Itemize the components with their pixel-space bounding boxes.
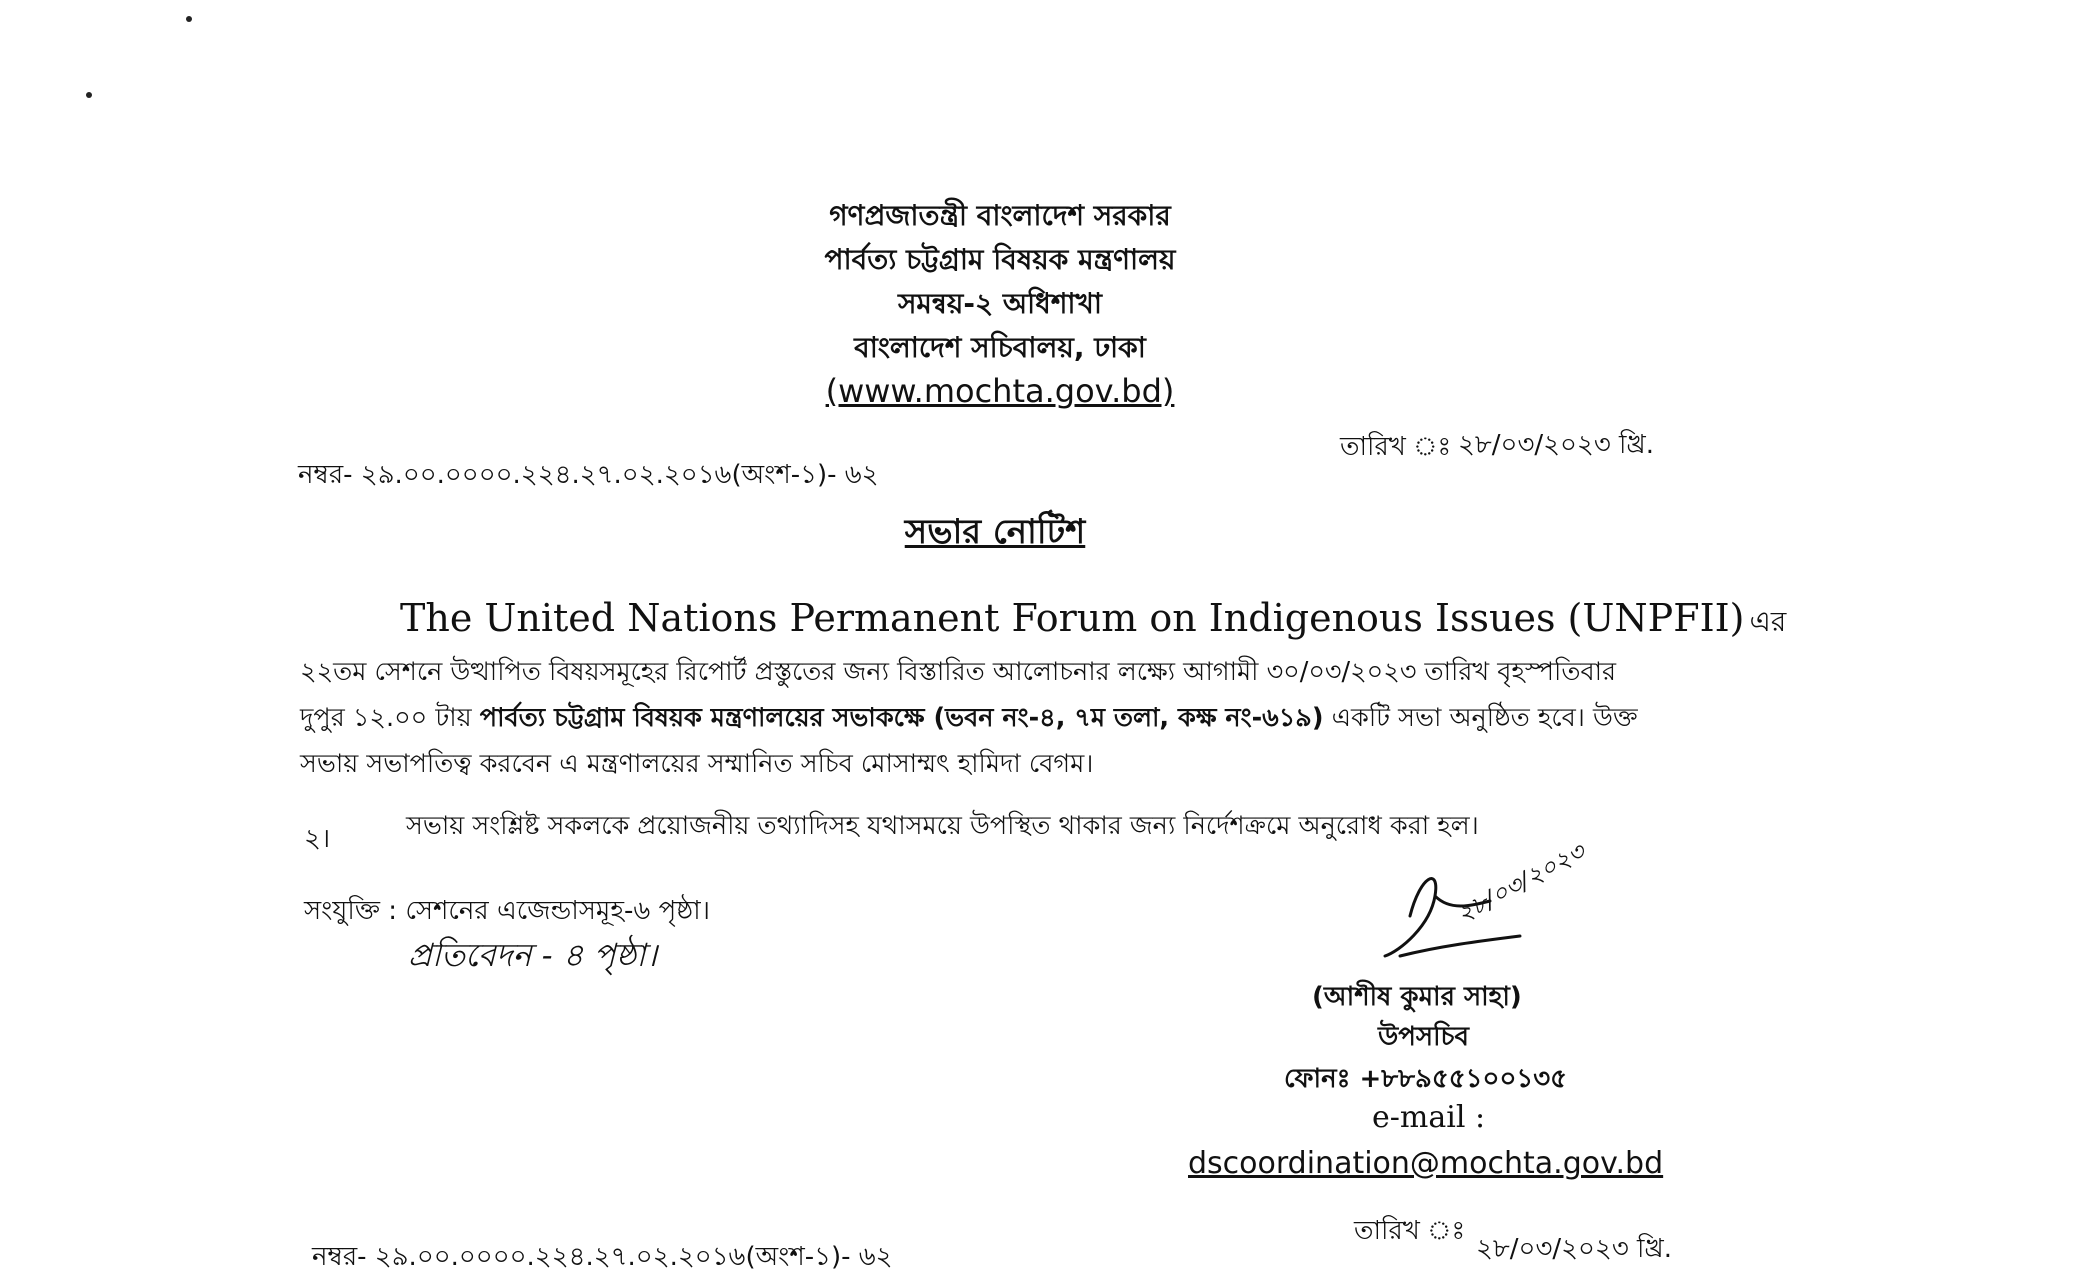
- header-ministry: পার্বত্য চট্টগ্রাম বিষয়ক মন্ত্রণালয়: [824, 243, 1176, 276]
- para-2-text: সভায় সংশ্লিষ্ট সকলকে প্রয়োজনীয় তথ্যাদিসহ যথাসময়ে উপস্থিত থাকার জন্য নির্দেশক্রমে অনুরোধ করা হল।: [406, 811, 1479, 841]
- attachment-handwritten: প্রতিবেদন - ৪ পৃষ্ঠা।: [408, 936, 658, 974]
- intro-line: [400, 596, 1786, 647]
- body-line-4: সভায় সভাপতিত্ব করবেন এ মন্ত্রণালয়ের সম্মানিত সচিব মোসাম্মৎ হামিদা বেগম।: [300, 749, 1094, 779]
- email-label: e-mail :: [1372, 1100, 1486, 1135]
- notice-title: সভার নোটিশ: [904, 512, 1086, 552]
- body-line-3: [300, 698, 1638, 741]
- signature-date-handwritten: ২৮/০৩/২০২৩: [1451, 837, 1590, 929]
- meeting-venue: পার্বত্য চট্টগ্রাম বিষয়ক মন্ত্রণালয়ের সভাকক্ষে (ভবন নং-৪, ৭ম তলা, কক্ষ নং-৬১৯): [479, 703, 1324, 733]
- para-2-number: ২।: [304, 824, 331, 854]
- intro-suffix: এর: [1749, 605, 1787, 638]
- reference-number: নম্বর- ২৯.০০.০০০০.২২৪.২৭.০২.২০১৬(অংশ-১)- ৬২: [298, 460, 879, 490]
- footer-date-label: তারিখ ঃ: [1354, 1216, 1466, 1246]
- attachment-line: সংযুক্তি : সেশনের এজেন্ডাসমূহ-৬ পৃষ্ঠা।: [304, 896, 711, 926]
- signatory-phone: ফোনঃ +৮৮৯৫৫১০০১৩৫: [1284, 1064, 1567, 1094]
- header-section: সমন্বয়-২ অধিশাখা: [897, 287, 1103, 320]
- signatory-name: (আশীষ কুমার সাহা): [1312, 982, 1522, 1012]
- body-line-2: ২২তম সেশনে উত্থাপিত বিষয়সমূহের রিপোর্ট প্রস্তুতের জন্য বিস্তারিত আলোচনার লক্ষ্যে আগামী ৩০/০৩/২০২৩ তারিখ বৃহস্পতিবার: [300, 657, 1617, 687]
- header-address: বাংলাদেশ সচিবালয়, ঢাকা: [854, 331, 1146, 364]
- header-website-link[interactable]: (www.mochta.gov.bd): [825, 372, 1175, 410]
- body-line-3-post: একটি সভা অনুষ্ঠিত হবে। উক্ত: [1331, 703, 1638, 733]
- footer-reference-number: নম্বর- ২৯.০০.০০০০.২২৪.২৭.০২.২০১৬(অংশ-১)- ৬২: [312, 1242, 893, 1272]
- scan-speck: [86, 92, 92, 98]
- header-govt: গণপ্রজাতন্ত্রী বাংলাদেশ সরকার: [829, 199, 1171, 232]
- body-line-3-pre: দুপুর ১২.০০ টায়: [300, 703, 472, 733]
- signatory-email-link[interactable]: dscoordination@mochta.gov.bd: [1188, 1146, 1664, 1181]
- scan-speck: [186, 16, 192, 22]
- footer-date-value: ২৮/০৩/২০২৩ খ্রি.: [1476, 1234, 1673, 1264]
- date-label: তারিখ ঃ: [1340, 432, 1452, 462]
- signatory-designation: উপসচিব: [1378, 1022, 1470, 1052]
- intro-english: The United Nations Permanent Forum on Indigenous Issues (UNPFII): [400, 596, 1745, 640]
- date-value: ২৮/০৩/২০২৩ খ্রি.: [1458, 430, 1655, 460]
